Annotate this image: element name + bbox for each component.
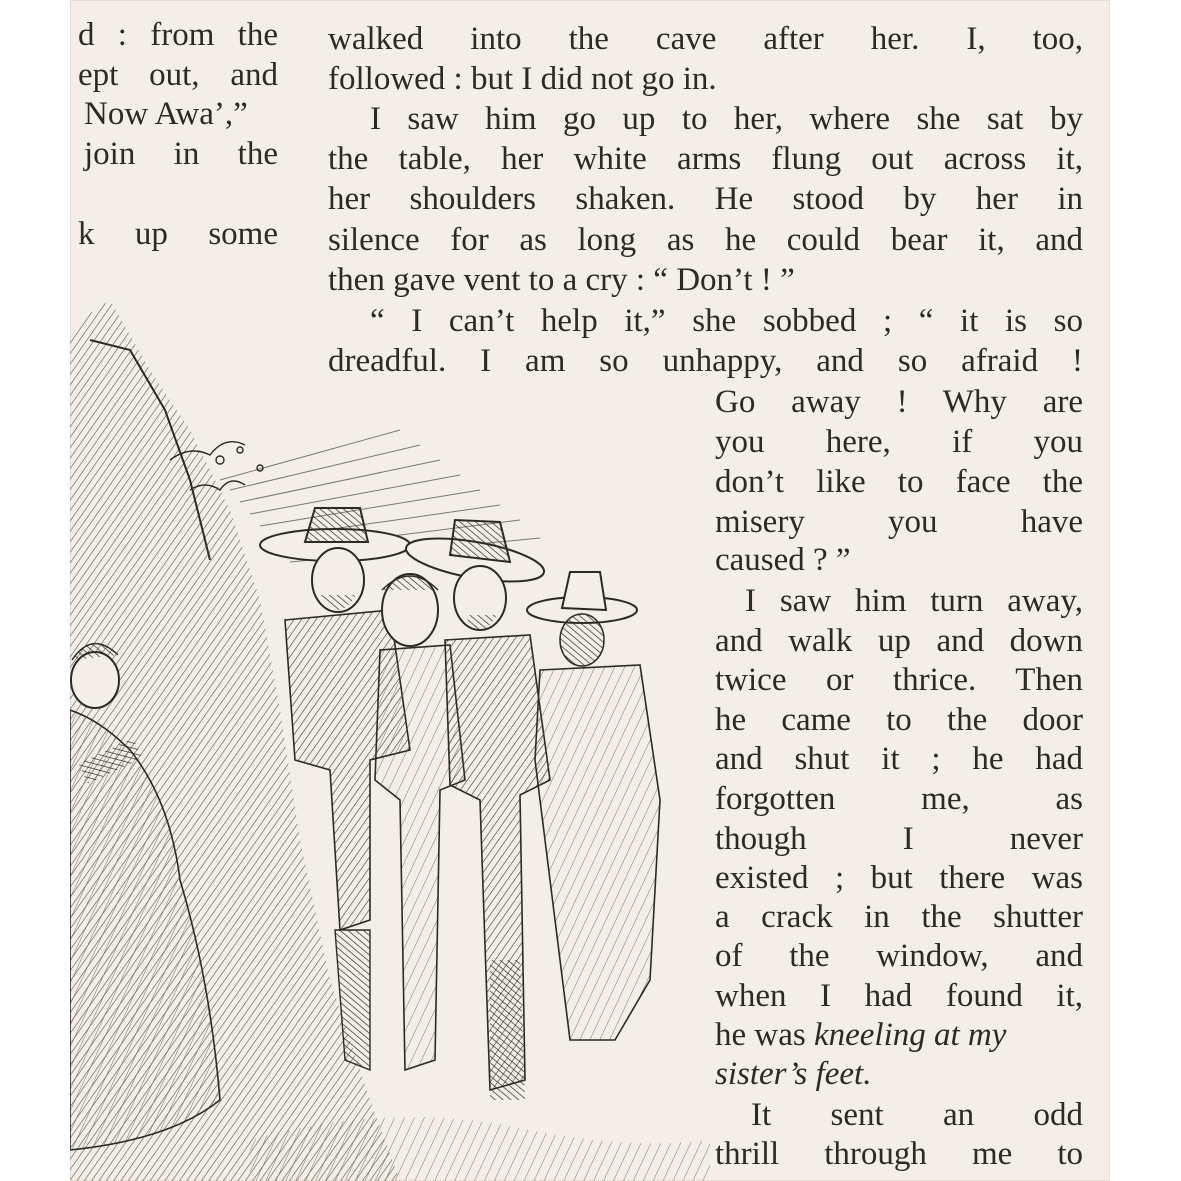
text-line: and walk up and down [715, 623, 1083, 659]
text-line: thrill through me to [715, 1136, 1083, 1172]
left-line: join in the [84, 136, 278, 172]
italic-text: sister’s feet. [715, 1056, 872, 1092]
left-line: ept out, and [78, 57, 278, 93]
engraving-illustration [70, 280, 710, 1181]
text-line: walked into the cave after her. I, too, [328, 21, 1083, 57]
text-line: dreadful. I am so unhappy, and so afraid ! [328, 343, 1083, 379]
left-line: k up some [78, 216, 278, 252]
ground [250, 1117, 710, 1181]
text-line: It sent an odd [751, 1097, 1083, 1133]
text-line: of the window, and [715, 938, 1083, 974]
text-line: misery you have [715, 504, 1083, 540]
text-line: “ I can’t help it,” she sobbed ; “ it is so [370, 303, 1083, 339]
text-line [715, 1055, 1083, 1094]
text-line: when I had found it, [715, 978, 1083, 1014]
text-line: forgotten me, as [715, 781, 1083, 817]
left-line: Now Awa’,” [84, 96, 248, 132]
text-fragment: he was [715, 1017, 806, 1053]
text-line: followed : but I did not go in. [328, 61, 717, 97]
text-line: Go away ! Why are [715, 384, 1083, 420]
text-line: a crack in the shutter [715, 899, 1083, 935]
text-line: the table, her white arms flung out across it, [328, 141, 1083, 177]
text-line: you here, if you [715, 424, 1083, 460]
text-line: don’t like to face the [715, 464, 1083, 500]
text-line: caused ? ” [715, 542, 851, 578]
book-page [70, 0, 1110, 1181]
text-line [715, 1016, 1083, 1055]
text-line: though I never [715, 821, 1083, 857]
text-line: her shoulders shaken. He stood by her in [328, 181, 1083, 217]
text-line: then gave vent to a cry : “ Don’t ! ” [328, 262, 795, 298]
text-line: I saw him turn away, [745, 583, 1083, 619]
text-line: twice or thrice. Then [715, 662, 1083, 698]
text-line: and shut it ; he had [715, 741, 1083, 777]
text-line: existed ; but there was [715, 860, 1083, 896]
text-line: silence for as long as he could bear it, and [328, 222, 1083, 258]
text-line: I saw him go up to her, where she sat by [370, 101, 1083, 137]
left-line: d : from the [78, 17, 278, 53]
man-figure-4 [527, 572, 660, 1040]
text-line: he came to the door [715, 702, 1083, 738]
italic-text: kneeling at my [813, 1017, 1007, 1053]
